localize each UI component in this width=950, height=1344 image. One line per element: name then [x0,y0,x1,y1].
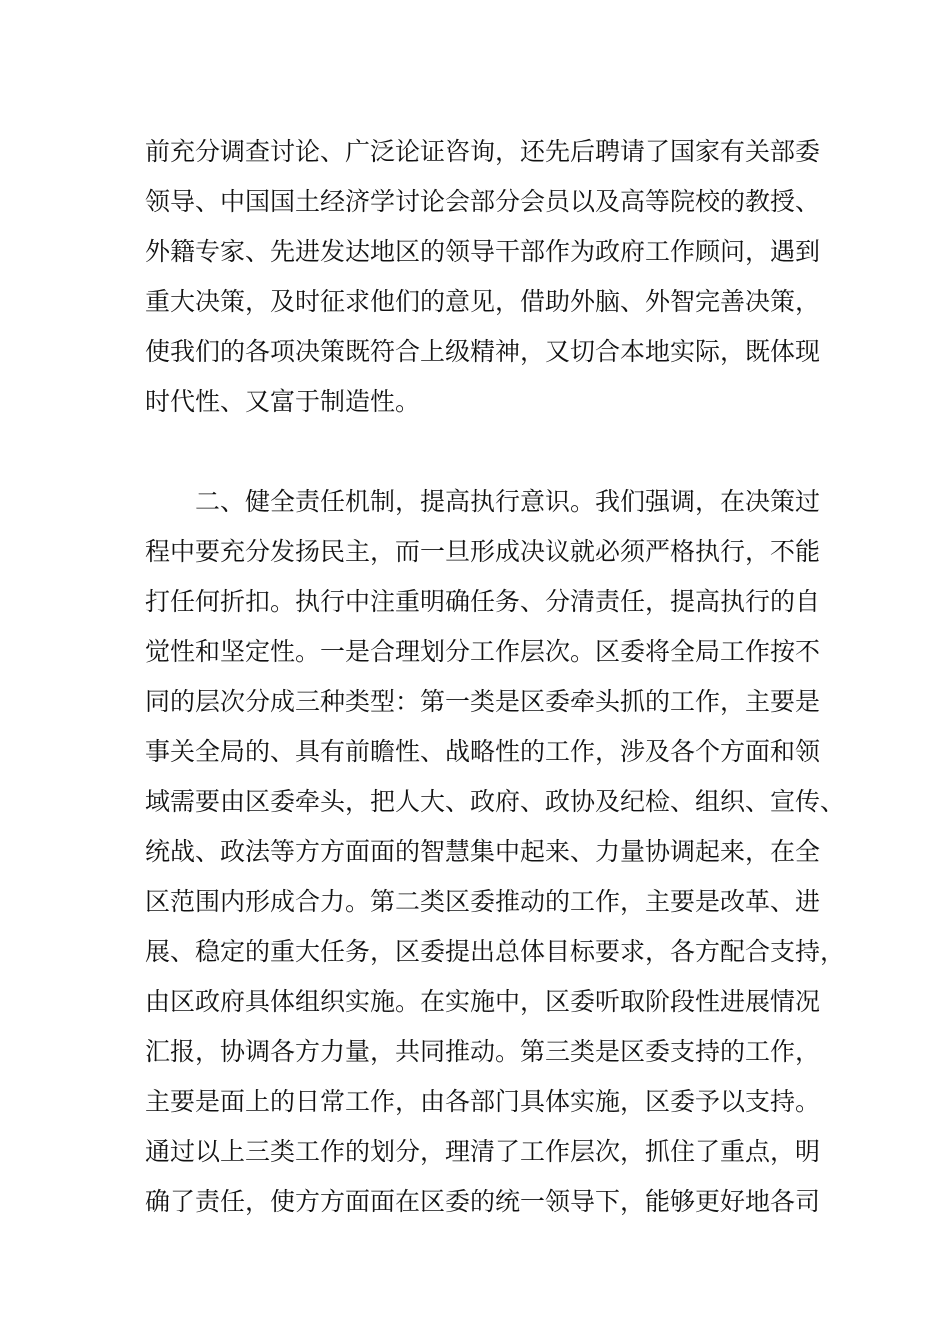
text-line: 前充分调查讨论、广泛论证咨询，还先后聘请了国家有关部委 [145,137,821,166]
text-line: 统战、政法等方方面面的智慧集中起来、力量协调起来，在全 [145,837,821,866]
text-line: 程中要充分发扬民主，而一旦形成决议就必须严格执行，不能 [145,537,821,566]
text-line: 区范围内形成合力。第二类区委推动的工作，主要是改革、进 [145,887,821,916]
text-line: 展、稳定的重大任务，区委提出总体目标要求，各方配合支持， [145,937,846,966]
paragraph-decision-consultation [145,127,845,427]
text-line: 时代性、又富于制造性。 [145,387,421,416]
paragraph-responsibility-mechanism [145,477,845,1227]
text-line-first: 二、健全责任机制，提高执行意识。我们强调，在决策过 [195,487,821,516]
text-line: 觉性和坚定性。一是合理划分工作层次。区委将全局工作按不 [145,637,821,666]
text-line: 同的层次分成三种类型：第一类是区委牵头抓的工作，主要是 [145,687,821,716]
text-line: 域需要由区委牵头，把人大、政府、政协及纪检、组织、宣传、 [145,787,846,816]
text-line: 主要是面上的日常工作，由各部门具体实施，区委予以支持。 [145,1087,821,1116]
text-line: 重大决策，及时征求他们的意见，借助外脑、外智完善决策， [145,287,821,316]
text-line: 确了责任，使方方面面在区委的统一领导下，能够更好地各司 [145,1187,821,1216]
text-line: 打任何折扣。执行中注重明确任务、分清责任，提高执行的自 [145,587,821,616]
text-line: 汇报，协调各方力量，共同推动。第三类是区委支持的工作， [145,1037,821,1066]
text-line: 事关全局的、具有前瞻性、战略性的工作，涉及各个方面和领 [145,737,821,766]
text-line: 由区政府具体组织实施。在实施中，区委听取阶段性进展情况 [145,987,821,1016]
text-line: 使我们的各项决策既符合上级精神，又切合本地实际，既体现 [145,337,821,366]
text-line: 领导、中国国土经济学讨论会部分会员以及高等院校的教授、 [145,187,821,216]
text-line: 外籍专家、先进发达地区的领导干部作为政府工作顾问，遇到 [145,237,821,266]
text-line: 通过以上三类工作的划分，理清了工作层次，抓住了重点，明 [145,1137,821,1166]
